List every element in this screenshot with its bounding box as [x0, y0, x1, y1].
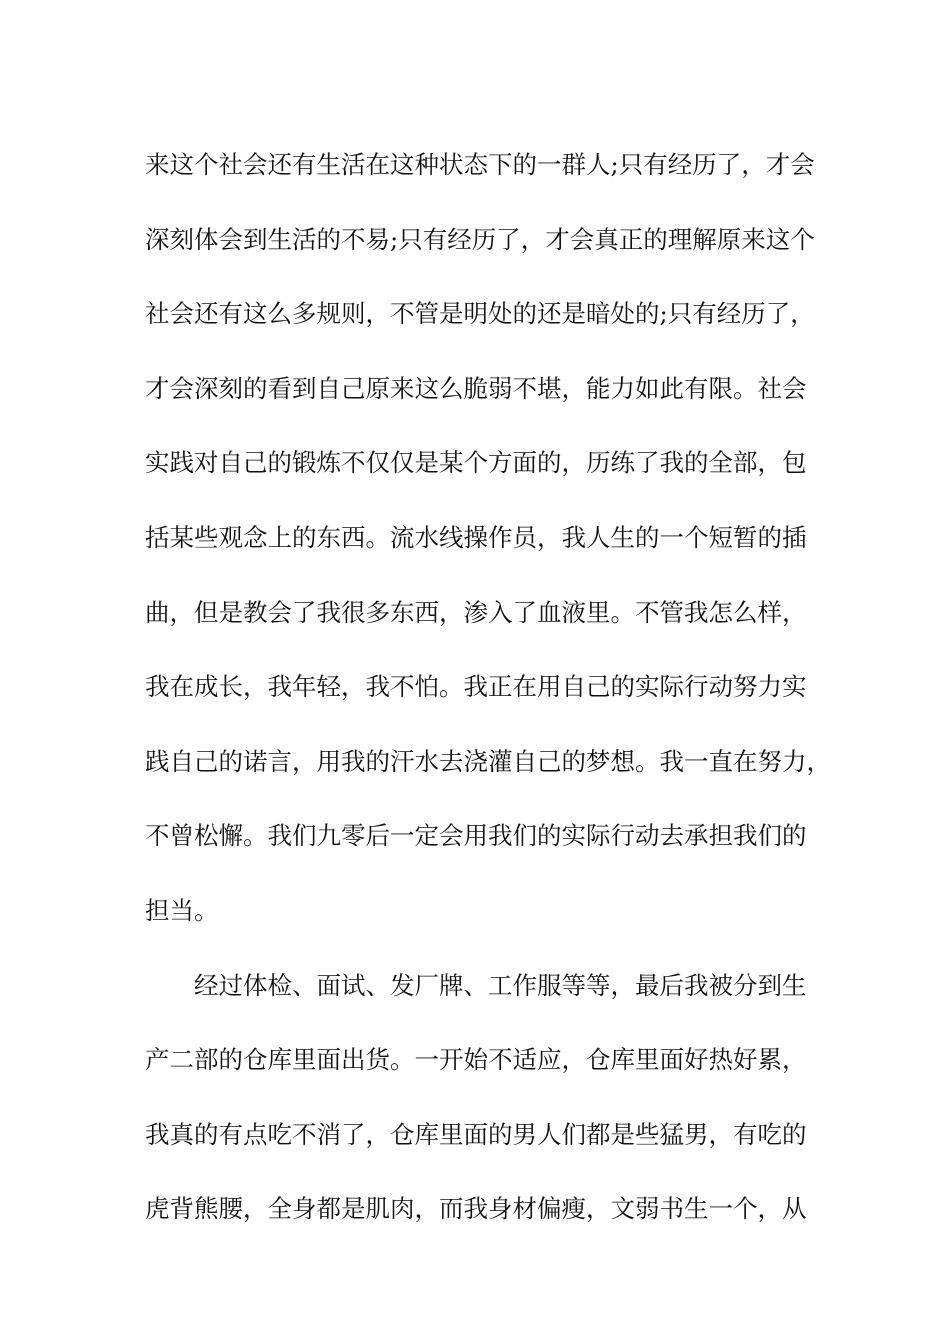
- body-text: [145, 128, 831, 1247]
- text-line: 担当。: [145, 895, 219, 925]
- text-line: 践自己的诺言，用我的汗水去浇灌自己的梦想。我一直在努力，: [145, 746, 831, 776]
- text-line: 不曾松懈。我们九零后一定会用我们的实际行动去承担我们的: [145, 821, 807, 851]
- text-line: 括某些观念上的东西。流水线操作员，我人生的一个短暂的插: [145, 522, 807, 552]
- text-line: 深刻体会到生活的不易;只有经历了，才会真正的理解原来这个: [145, 224, 815, 254]
- text-line: 实践对自己的锻炼不仅仅是某个方面的，历练了我的全部，包: [145, 448, 807, 478]
- text-line: 来这个社会还有生活在这种状态下的一群人;只有经历了，才会: [145, 150, 815, 179]
- text-line: 产二部的仓库里面出货。一开始不适应，仓库里面好热好累，: [145, 1045, 807, 1075]
- text-line: 社会还有这么多规则，不管是明处的还是暗处的;只有经历了，: [145, 299, 815, 329]
- text-line: 我在成长，我年轻，我不怕。我正在用自己的实际行动努力实: [145, 672, 807, 702]
- text-line: 才会深刻的看到自己原来这么脆弱不堪，能力如此有限。社会: [145, 373, 807, 403]
- paragraph-first-line: 经过体检、面试、发厂牌、工作服等等，最后我被分到生: [194, 970, 807, 1000]
- text-line: 虎背熊腰，全身都是肌肉，而我身材偏瘦，文弱书生一个，从: [145, 1194, 807, 1224]
- text-line: 我真的有点吃不消了，仓库里面的男人们都是些猛男，有吃的: [145, 1119, 807, 1149]
- text-line: 曲，但是教会了我很多东西，渗入了血液里。不管我怎么样，: [145, 597, 807, 627]
